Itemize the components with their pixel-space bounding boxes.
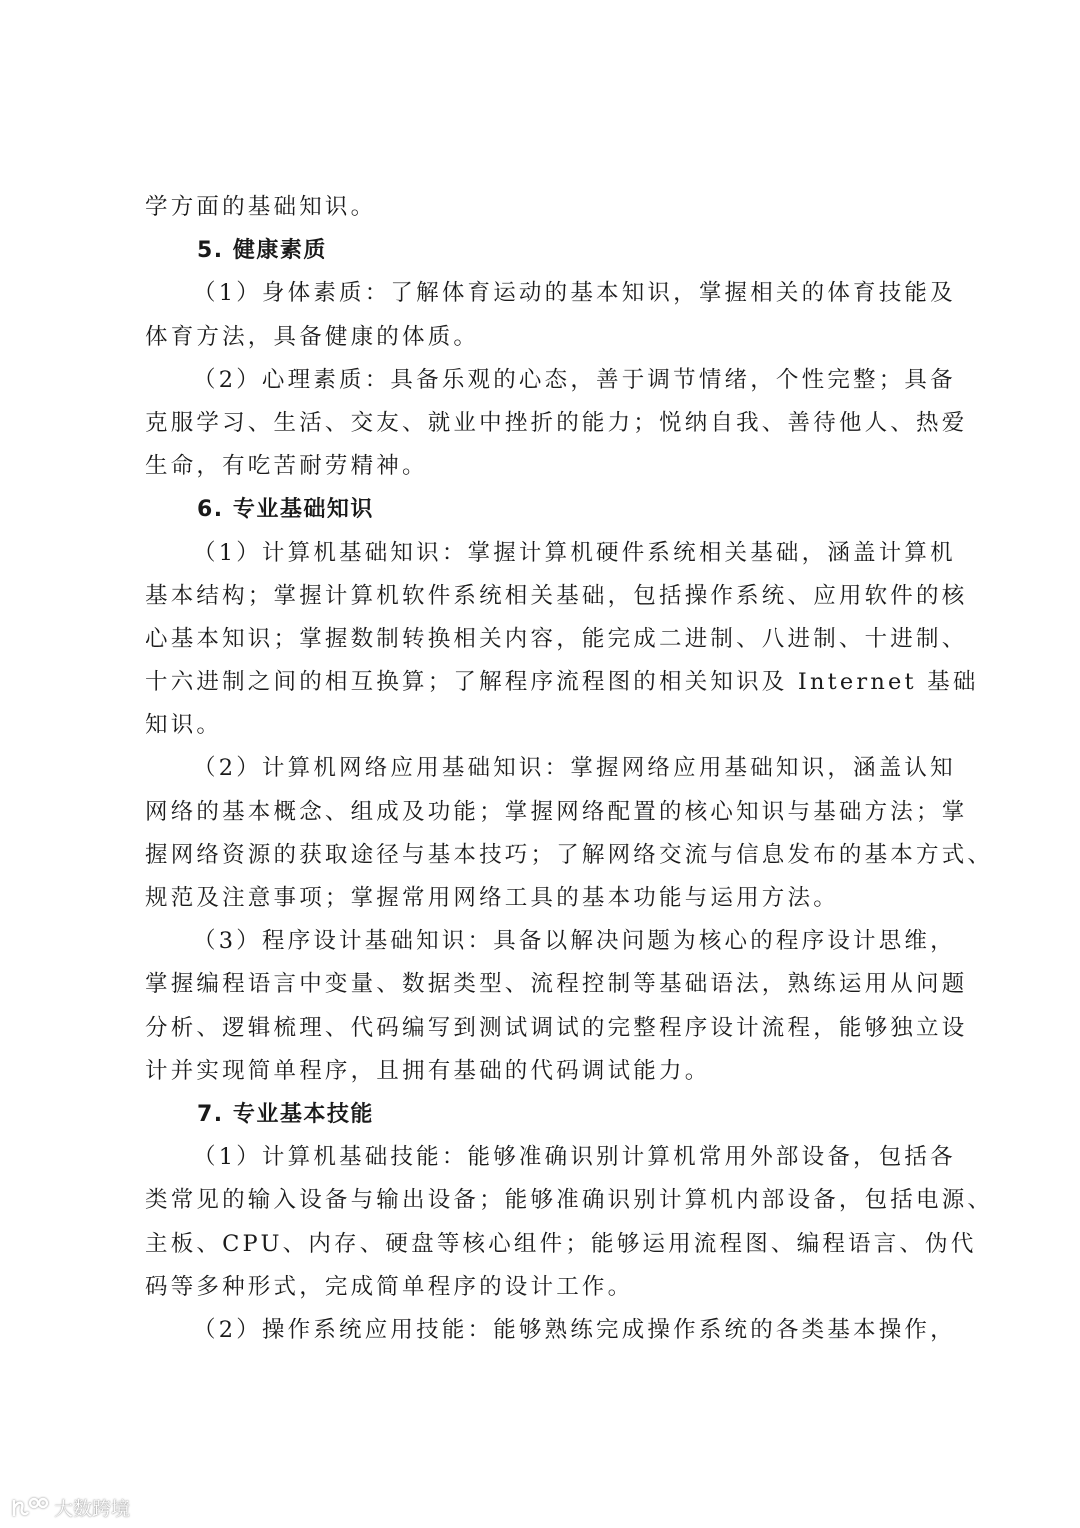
paragraph-start-line: （2）计算机网络应用基础知识：掌握网络应用基础知识，涵盖认知 [193, 755, 956, 782]
body-text-line: 分析、逻辑梳理、代码编写到测试调试的完整程序设计流程，能够独立设 [145, 1014, 968, 1041]
body-text-line: 类常见的输入设备与输出设备；能够准确识别计算机内部设备，包括电源、 [145, 1187, 994, 1214]
watermark [10, 1494, 130, 1521]
body-text-line: 握网络资源的获取途径与基本技巧；了解网络交流与信息发布的基本方式、 [145, 841, 994, 868]
body-text-line: 学方面的基础知识。 [145, 194, 377, 220]
section-heading-5: 5. 健康素质 [197, 238, 327, 264]
body-text-line: 计并实现简单程序，且拥有基础的代码调试能力。 [145, 1057, 711, 1084]
paragraph-start-line: （1）计算机基础技能：能够准确识别计算机常用外部设备，包括各 [193, 1144, 956, 1171]
body-text-line: 克服学习、生活、交友、就业中挫折的能力；悦纳自我、善待他人、热爱 [145, 409, 968, 436]
paragraph-start-line: （1）计算机基础知识：掌握计算机硬件系统相关基础，涵盖计算机 [193, 539, 956, 566]
body-text-line: 网络的基本概念、组成及功能；掌握网络配置的核心知识与基础方法；掌 [145, 798, 968, 825]
watermark-text: 大数跨境 [54, 1498, 131, 1520]
paragraph-start-line: （1）身体素质：了解体育运动的基本知识，掌握相关的体育技能及 [193, 280, 956, 307]
document-page [145, 186, 994, 1352]
weibo-logo-icon [10, 1496, 50, 1520]
section-heading-6: 6. 专业基础知识 [197, 497, 374, 523]
body-text-line: 掌握编程语言中变量、数据类型、流程控制等基础语法，熟练运用从问题 [145, 971, 968, 998]
body-text-line: 体育方法，具备健康的体质。 [145, 323, 480, 350]
body-text-line: 心基本知识；掌握数制转换相关内容，能完成二进制、八进制、十进制、 [145, 625, 968, 652]
body-text-line: 生命，有吃苦耐劳精神。 [145, 453, 428, 480]
body-text-line: 规范及注意事项；掌握常用网络工具的基本功能与运用方法。 [145, 885, 839, 911]
paragraph-start-line: （2）操作系统应用技能：能够熟练完成操作系统的各类基本操作， [193, 1316, 956, 1343]
body-text-line: 知识。 [145, 712, 223, 739]
paragraph-start-line: （2）心理素质：具备乐观的心态，善于调节情绪，个性完整；具备 [193, 366, 956, 393]
body-text-line: 基本结构；掌握计算机软件系统相关基础，包括操作系统、应用软件的核 [145, 582, 968, 609]
section-heading-7: 7. 专业基本技能 [197, 1101, 374, 1127]
paragraph-start-line: （3）程序设计基础知识：具备以解决问题为核心的程序设计思维， [193, 928, 956, 955]
body-text-line: 主板、CPU、内存、硬盘等核心组件；能够运用流程图、编程语言、伪代 [145, 1230, 977, 1257]
body-text-line: 码等多种形式，完成简单程序的设计工作。 [145, 1273, 634, 1300]
body-text-line: 十六进制之间的相互换算；了解程序流程图的相关知识及 Internet 基础 [145, 669, 979, 696]
